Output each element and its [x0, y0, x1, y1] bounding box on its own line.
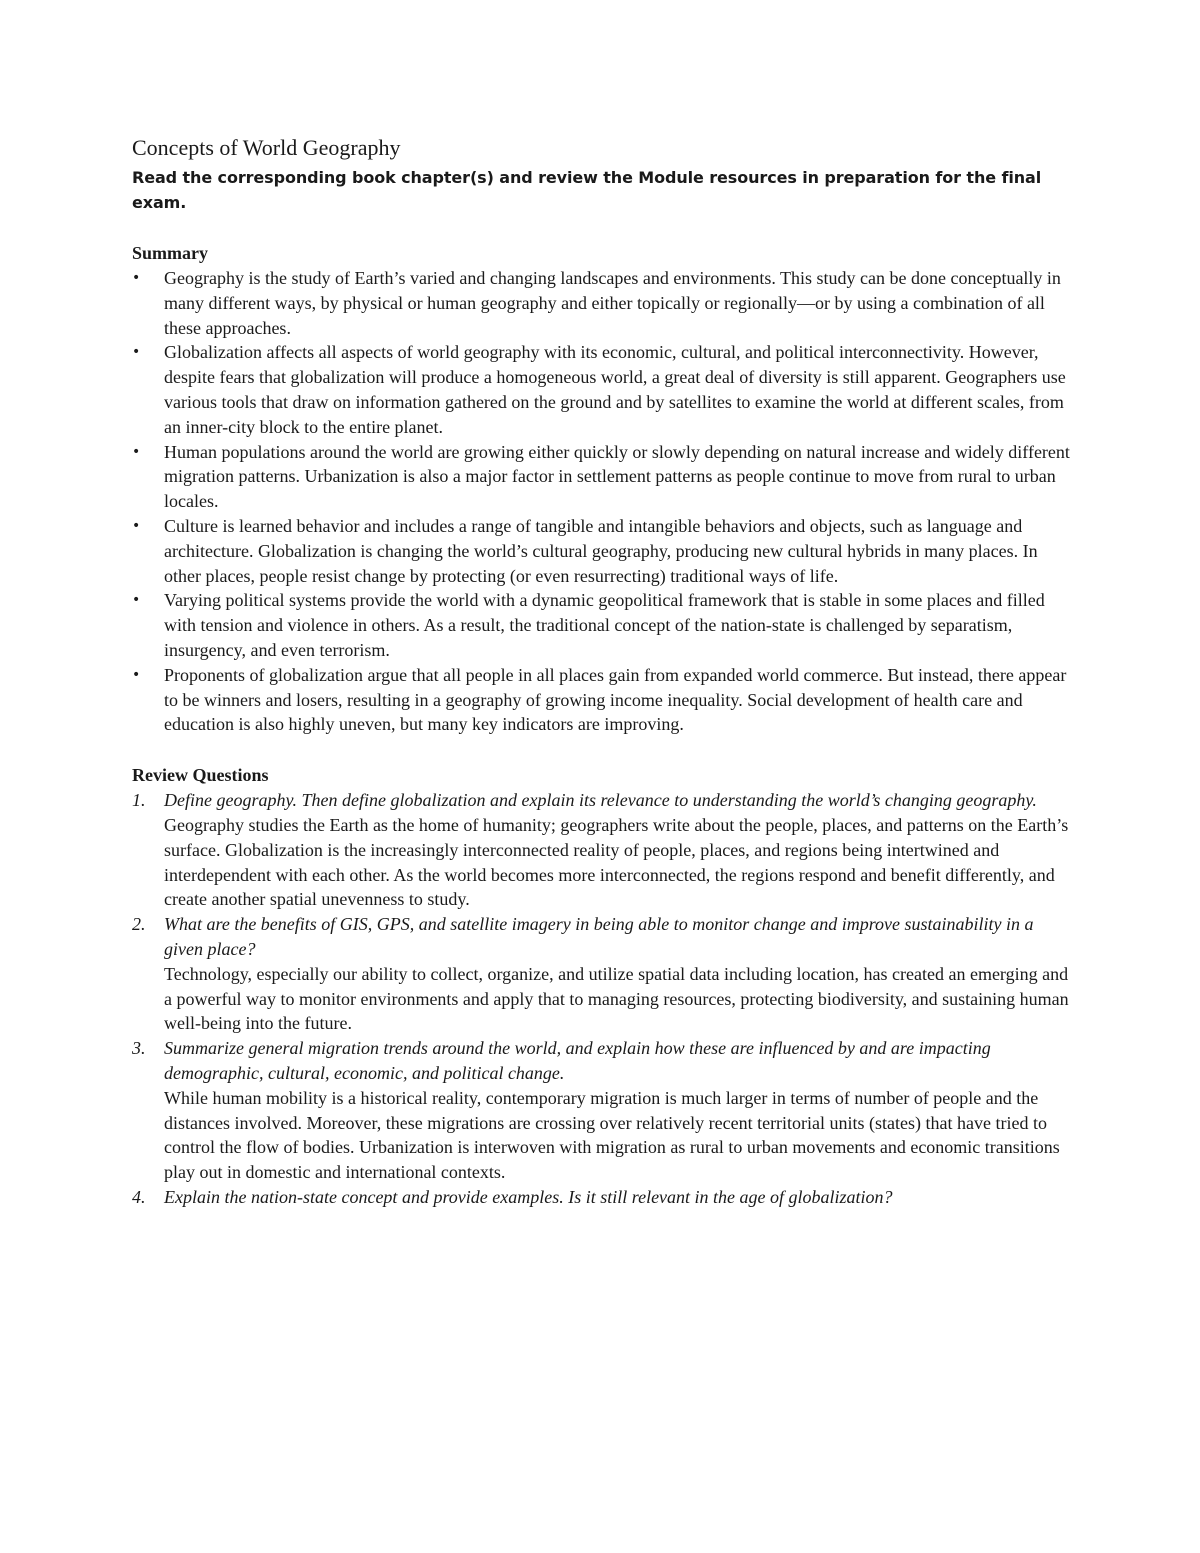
- summary-item-text: Globalization affects all aspects of world geography with its economic, cultural, and political interconnectivity. However, despite fears that globalization will produce a homogeneous world, a great deal of diversity is still apparent. Geographers use various tools that draw on information gathered on the ground and by satellites to examine the world at different scales, from an inner-city block to the entire planet.: [164, 342, 1066, 437]
- answer-text: While human mobility is a historical reality, contemporary migration is much larger in terms of number of people and the distances involved. Moreover, these migrations are crossing over relatively recent territorial units (states) that have tried to control the flow of bodies. Urbanization is interwoven with migration as rural to urban movements and economic transitions play out in domestic and international contexts.: [164, 1087, 1060, 1183]
- question-text: Define geography. Then define globalization and explain its relevance to understanding the world’s changing geography.: [164, 790, 1037, 811]
- document-subtitle: Read the corresponding book chapter(s) and review the Module resources in preparation for the final exam.: [132, 168, 1042, 212]
- bullet-icon: •: [132, 517, 141, 534]
- bullet-icon: •: [132, 592, 141, 609]
- summary-item: [132, 266, 1072, 340]
- question-number: 4.: [132, 1186, 146, 1207]
- review-question-item: [132, 912, 1072, 1036]
- summary-heading: Summary: [132, 243, 208, 263]
- question-text: What are the benefits of GIS, GPS, and satellite imagery in being able to monitor change and improve sustainability in a given place?: [164, 914, 1034, 959]
- review-questions-heading: Review Questions: [132, 765, 269, 786]
- answer-text: Technology, especially our ability to collect, organize, and utilize spatial data including location, has created an emerging and a powerful way to monitor environments and apply that to managing resources, protecting biodiversity, and sustaining human well-being into the future.: [164, 963, 1069, 1034]
- question-number: 3.: [132, 1038, 146, 1059]
- summary-item: [132, 340, 1072, 439]
- summary-item: [132, 588, 1072, 662]
- summary-list: [132, 266, 1072, 737]
- bullet-icon: •: [132, 443, 141, 460]
- review-question-item: [132, 1036, 1072, 1185]
- review-questions-list: [132, 788, 1072, 1210]
- summary-item: [132, 440, 1072, 514]
- review-question-item: [132, 1185, 1072, 1210]
- review-question-item: [132, 788, 1072, 912]
- summary-item: [132, 663, 1072, 737]
- summary-item: [132, 514, 1072, 588]
- summary-item-text: Culture is learned behavior and includes a range of tangible and intangible behaviors and objects, such as language and architecture. Globalization is changing the world’s cultural geography, producing new cultural hybrids in many places. In other places, people resist change by protecting (or even resurrecting) traditional ways of life.: [164, 515, 1038, 586]
- summary-item-text: Proponents of globalization argue that all people in all places gain from expanded world commerce. But instead, there appear to be winners and losers, resulting in a geography of growing income inequality. Social development of health care and education is also highly uneven, but many key indicators are improving.: [164, 664, 1067, 735]
- answer-text: Geography studies the Earth as the home of humanity; geographers write about the people, places, and patterns on the Earth’s surface. Globalization is the increasingly interconnected reality of people, places, and regions being intertwined and interdependent with each other. As the world becomes more interconnected, the regions respond and benefit differently, and create another spatial unevenness to study.: [164, 814, 1069, 910]
- question-number: 2.: [132, 914, 146, 935]
- document-title: Concepts of World Geography: [132, 135, 401, 160]
- question-text: Summarize general migration trends around the world, and explain how these are influenced by and are impacting demographic, cultural, economic, and political change.: [164, 1038, 991, 1083]
- question-number: 1.: [132, 790, 146, 811]
- bullet-icon: •: [132, 344, 141, 361]
- summary-item-text: Human populations around the world are growing either quickly or slowly depending on natural increase and widely different migration patterns. Urbanization is also a major factor in settlement patterns as people continue to move from rural to urban locales.: [164, 441, 1070, 512]
- question-text: Explain the nation-state concept and provide examples. Is it still relevant in the age of globalization?: [164, 1186, 893, 1207]
- summary-item-text: Geography is the study of Earth’s varied and changing landscapes and environments. This study can be done conceptually in many different ways, by physical or human geography and either topically or regionally—or by using a combination of all these approaches.: [164, 268, 1061, 338]
- summary-item-text: Varying political systems provide the world with a dynamic geopolitical framework that is stable in some places and filled with tension and violence in others. As a result, the traditional concept of the nation-state is challenged by separatism, insurgency, and even terrorism.: [164, 590, 1045, 660]
- document-page: [132, 132, 1072, 1210]
- bullet-icon: •: [132, 270, 141, 286]
- bullet-icon: •: [132, 666, 141, 683]
